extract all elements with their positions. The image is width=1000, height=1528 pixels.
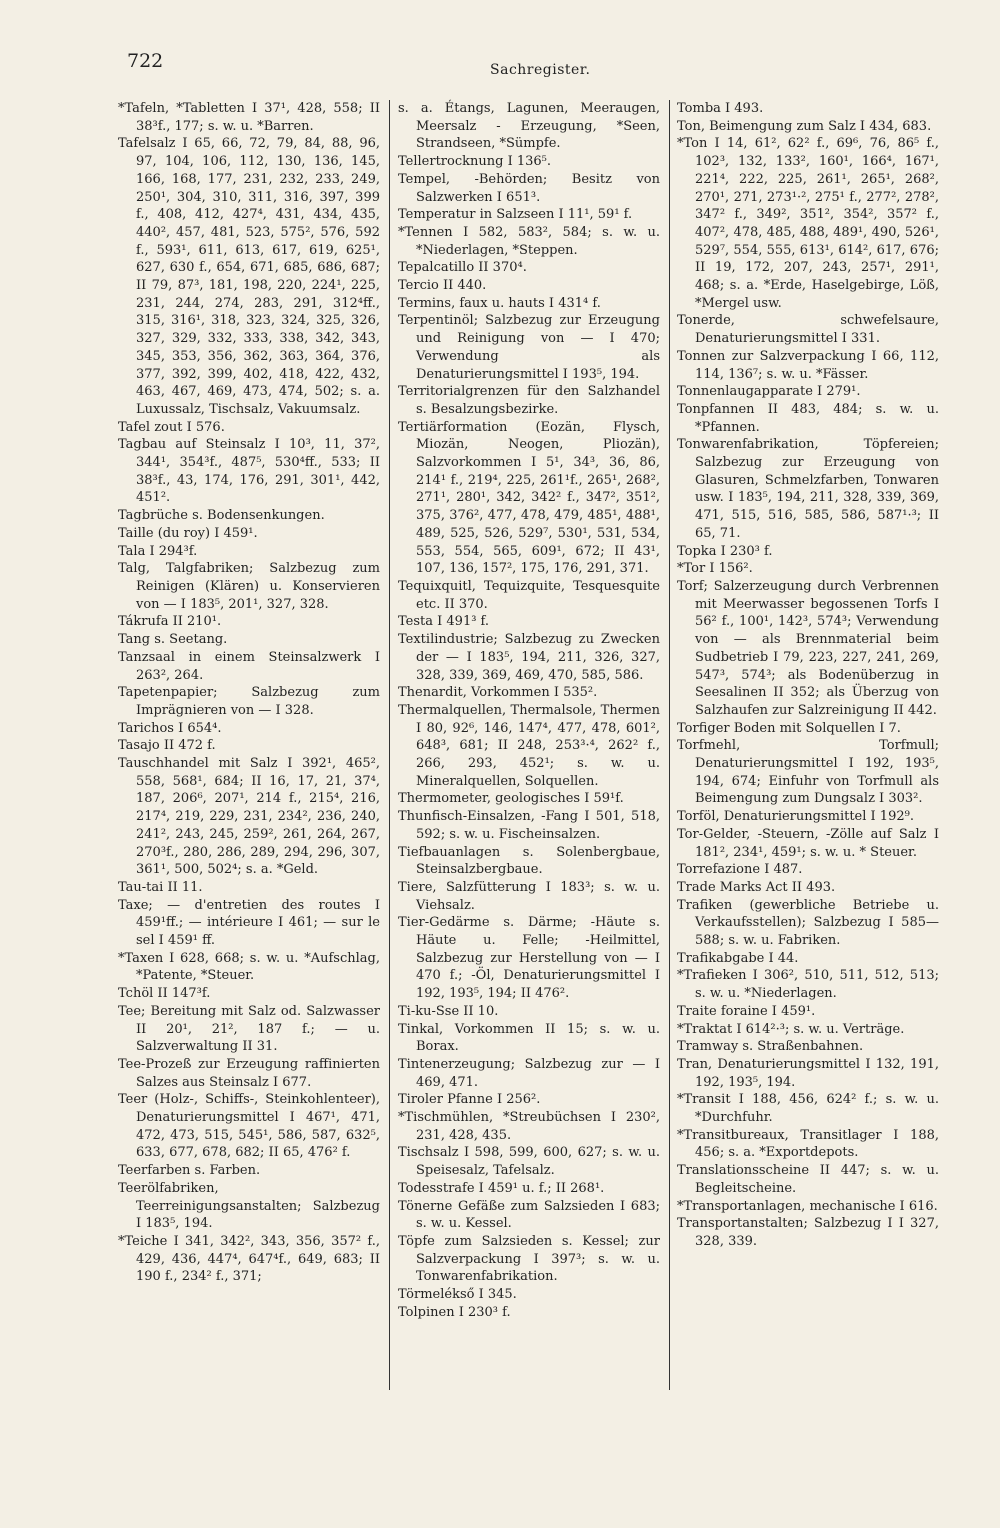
index-entry: Tau-tai II 11. <box>118 879 203 895</box>
index-entry: Tasajo II 472 f. <box>118 738 216 754</box>
index-entry: *Tischmühlen, *Streubüchsen I 230², 231, 428, 435. <box>398 1110 660 1143</box>
index-entry: Ti-ku-Sse II 10. <box>398 1003 499 1019</box>
index-entry: Thenardit, Vorkommen I 535². <box>398 685 598 701</box>
index-entry: *Transitbureaux, Transitlager I 188, 456; s. a. *Exportdepots. <box>677 1127 939 1161</box>
index-entry: Torföl, Denaturierungsmittel I 192⁹. <box>677 809 914 825</box>
index-entry: Tomba I 493. <box>677 101 764 116</box>
page-number: 722 <box>127 50 164 72</box>
index-entry: Tapetenpapier; Salzbezug zum Imprägnieren von — I 328. <box>118 685 380 718</box>
index-column-2 <box>398 100 660 1322</box>
index-entry: *Traktat I 614²·³; s. w. u. Verträge. <box>677 1021 905 1037</box>
index-entry: *Tor I 156². <box>677 561 753 577</box>
index-entry: Trafikabgabe I 44. <box>677 950 799 966</box>
index-entry: Tönerne Gefäße zum Salzsieden I 683; s. w. u. Kessel. <box>398 1198 660 1232</box>
index-entry: Terpentinöl; Salzbezug zur Erzeugung und Reinigung von — I 470; Verwendung als Denaturierungsmittel I 193⁵, 194. <box>398 313 660 382</box>
index-entry: Tafelsalz I 65, 66, 72, 79, 84, 88, 96, 97, 104, 106, 112, 130, 136, 145, 166, 168, 177, 231, 232, 233, 249, 250¹, 304, 310, 311, 316, 397, 399 f., 408, 412, 427⁴, 431, 434, 435, 440², 457, 481, 523, 575², 576, 592 f., 593¹, 611, 613, 617, 619, 625¹, 627, 630 f., 654, 671, 685, 686, 687; II 79, 87³, 181, 198, 220, 224¹, 225, 231, 244, 274, 283, 291, 312⁴ff., 315, 316¹, 318, 323, 324, 325, 326, 327, 329, 332, 333, 338, 342, 343, 345, 353, 356, 362, 363, 364, 376, 377, 392, 399, 402, 418, 422, 432, 463, 467, 469, 473, 474, 502; s. a. Luxussalz, Tischsalz, Vakuumsalz. <box>118 136 380 417</box>
index-entry: *Trafieken I 306², 510, 511, 512, 513; s. w. u. *Niederlagen. <box>677 968 939 1002</box>
index-entry: Tellertrocknung I 136⁵. <box>398 154 551 170</box>
index-entry: *Tafeln, *Tabletten I 37¹, 428, 558; II 38³f., 177; s. w. u. *Barren. <box>118 101 380 134</box>
index-entry: s. a. Étangs, Lagunen, Meeraugen, Meersalz - Erzeugung, *Seen, Strandseen, *Sümpfe. <box>398 101 660 152</box>
index-entry: Tiere, Salzfütterung I 183³; s. w. u. Viehsalz. <box>398 879 660 913</box>
index-entry: Tonerde, schwefelsaure, Denaturierungsmittel I 331. <box>677 313 939 347</box>
index-entry: Torf; Salzerzeugung durch Verbrennen mit Meerwasser begossenen Torfs I 56² f., 100¹, 142³, 574³; Verwendung von — als Brennmaterial beim Sudbetrieb I 79, 223, 227, 241, 269, 547³, 574³; als Bodenüberzug in Seesalinen II 352; als Überzug von Salzhaufen zur Salzreinigung II 442. <box>677 578 939 718</box>
index-entry: Tee-Prozeß zur Erzeugung raffinierten Salzes aus Steinsalz I 677. <box>118 1056 380 1090</box>
index-entry: Territorialgrenzen für den Salzhandel s. Besalzungsbezirke. <box>398 384 660 417</box>
column-divider <box>669 100 670 1390</box>
index-entry: Tiefbauanlagen s. Solenbergbaue, Steinsalzbergbaue. <box>398 844 660 878</box>
index-entry: Tagbrüche s. Bodensenkungen. <box>118 508 325 524</box>
index-entry: *Tennen I 582, 583², 584; s. w. u. *Niederlagen, *Steppen. <box>398 224 660 258</box>
index-entry: Termins, faux u. hauts I 431⁴ f. <box>398 295 601 311</box>
index-entry: *Transportanlagen, mechanische I 616. <box>677 1198 938 1214</box>
index-entry: Tagbau auf Steinsalz I 10³, 11, 37², 344¹, 354³f., 487⁵, 530⁴ff., 533; II 38³f., 43, 174, 176, 291, 301¹, 442, 451². <box>118 437 380 506</box>
index-column-3 <box>677 100 939 1251</box>
index-entry: Tala I 294³f. <box>118 543 198 559</box>
index-entry: Törmelékső I 345. <box>398 1287 517 1303</box>
index-entry: *Transit I 188, 456, 624² f.; s. w. u. *Durchfuhr. <box>677 1092 939 1126</box>
index-entry: Tonpfannen II 483, 484; s. w. u. *Pfannen. <box>677 401 939 435</box>
index-entry: Tonnenlaugapparate I 279¹. <box>677 384 861 400</box>
index-entry: Tinkal, Vorkommen II 15; s. w. u. Borax. <box>398 1021 660 1055</box>
index-entry: *Taxen I 628, 668; s. w. u. *Aufschlag, *Patente, *Steuer. <box>118 950 380 984</box>
index-entry: Thunfisch-Einsalzen, -Fang I 501, 518, 592; s. w. u. Fischeinsalzen. <box>398 809 660 842</box>
index-entry: Tákrufa II 210¹. <box>118 614 222 630</box>
index-entry: Tauschhandel mit Salz I 392¹, 465², 558, 568¹, 684; II 16, 17, 21, 37⁴, 187, 206⁶, 207¹, 214 f., 215⁴, 216, 217⁴, 219, 229, 231, 234², 236, 240, 241², 243, 245, 259², 261, 264, 267, 270³f., 280, 286, 289, 294, 296, 307, 361¹, 500, 502⁴; s. a. *Geld. <box>118 756 380 878</box>
index-entry: Torrefazione I 487. <box>677 862 803 878</box>
index-entry: Taille (du roy) I 459¹. <box>118 525 258 541</box>
index-entry: *Teiche I 341, 342², 343, 356, 357² f., 429, 436, 447⁴, 647⁴f., 649, 683; II 190 f., 234² f., 371; <box>118 1234 380 1285</box>
index-entry: Talg, Talgfabriken; Salzbezug zum Reinigen (Klären) u. Konservieren von — I 183⁵, 201¹, 327, 328. <box>118 561 380 612</box>
index-entry: Tercio II 440. <box>398 278 487 294</box>
index-entry: Transportanstalten; Salzbezug I I 327, 328, 339. <box>677 1216 939 1249</box>
running-head: Sachregister. <box>490 62 591 78</box>
index-entry: Torfmehl, Torfmull; Denaturierungsmittel I 192, 193⁵, 194, 674; Einfuhr von Torfmull als Beimengung zum Dungsalz I 303². <box>677 738 939 807</box>
index-entry: Teer (Holz-, Schiffs-, Steinkohlenteer), Denaturierungsmittel I 467¹, 471, 472, 473, 515, 545¹, 586, 587, 632⁵, 633, 677, 678, 682; II 65, 476² f. <box>118 1092 380 1161</box>
index-entry: Trafiken (gewerbliche Betriebe u. Verkaufsstellen); Salzbezug I 585—588; s. w. u. Fabriken. <box>677 897 939 949</box>
index-entry: Traite foraine I 459¹. <box>677 1003 816 1019</box>
index-entry: Tier-Gedärme s. Därme; -Häute s. Häute u. Felle; -Heilmittel, Salzbezug zur Herstellung von — I 470 f.; -Öl, Denaturierungsmittel I 192, 193⁵, 194; II 476². <box>398 915 660 1002</box>
index-entry: Tolpinen I 230³ f. <box>398 1304 511 1320</box>
index-entry: Torfiger Boden mit Solquellen I 7. <box>677 720 901 736</box>
index-entry: Ton, Beimengung zum Salz I 434, 683. <box>677 118 932 134</box>
index-entry: Tarichos I 654⁴. <box>118 720 222 736</box>
index-entry: Tequixquitl, Tequizquite, Tesquesquite etc. II 370. <box>398 578 660 612</box>
index-entry: Translationsscheine II 447; s. w. u. Begleitscheine. <box>677 1163 939 1196</box>
index-entry: Trade Marks Act II 493. <box>677 879 836 895</box>
index-entry: Tor-Gelder, -Steuern, -Zölle auf Salz I 181², 234¹, 459¹; s. w. u. * Steuer. <box>677 826 939 860</box>
index-entry: Tang s. Seetang. <box>118 632 228 648</box>
index-entry: Thermometer, geologisches I 59¹f. <box>398 791 624 807</box>
index-entry: Tonwarenfabrikation, Töpfereien; Salzbezug zur Erzeugung von Glasuren, Schmelzfarben, Tonwaren usw. I 183⁵, 194, 211, 328, 339, 369, 471, 515, 516, 585, 586, 587¹·³; II 65, 71. <box>677 437 939 541</box>
index-entry: Tiroler Pfanne I 256². <box>398 1092 541 1108</box>
index-entry: Töpfe zum Salzsieden s. Kessel; zur Salzverpackung I 397³; s. w. u. Tonwarenfabrikation. <box>398 1234 660 1285</box>
index-entry: Tertiärformation (Eozän, Flysch, Miozän, Neogen, Pliozän), Salzvorkommen I 5¹, 34³, 36, 86, 214¹ f., 219⁴, 225, 261¹f., 265¹, 268², 271¹, 280¹, 342, 342² f., 347², 351², 375, 376², 477, 478, 479, 485¹, 488¹, 489, 525, 526, 529⁷, 530¹, 531, 534, 553, 554, 565, 609¹, 672; II 43¹, 107, 136, 157², 175, 176, 291, 371. <box>398 419 660 577</box>
index-entry: Topka I 230³ f. <box>677 543 773 559</box>
index-entry: Tee; Bereitung mit Salz od. Salzwasser II 20¹, 21², 187 f.; — u. Salzverwaltung II 31. <box>118 1003 380 1055</box>
index-entry: Tran, Denaturierungsmittel I 132, 191, 192, 193⁵, 194. <box>677 1056 939 1090</box>
index-entry: Tepalcatillo II 370⁴. <box>398 260 527 276</box>
index-entry: Tintenerzeugung; Salzbezug zur — I 469, 471. <box>398 1056 660 1090</box>
index-entry: Tempel, -Behörden; Besitz von Salzwerken I 651³. <box>398 171 660 205</box>
index-entry: Todesstrafe I 459¹ u. f.; II 268¹. <box>398 1180 605 1196</box>
index-entry: Temperatur in Salzseen I 11¹, 59¹ f. <box>398 207 633 223</box>
index-entry: *Ton I 14, 61², 62² f., 69⁶, 76, 86⁵ f., 102³, 132, 133², 160¹, 166⁴, 167¹, 221⁴, 222, 225, 261¹, 265¹, 268², 270¹, 271, 273¹·², 275¹ f., 277², 278², 347² f., 349², 351², 354², 357² f., 407², 478, 485, 488, 489¹, 490, 526¹, 529⁷, 554, 555, 613¹, 614², 617, 676; II 19, 172, 207, 243, 257¹, 291¹, 468; s. a. *Erde, Haselgebirge, Löß, *Mergel usw. <box>677 136 939 311</box>
index-entry: Teerölfabriken, Teerreinigungsanstalten; Salzbezug I 183⁵, 194. <box>118 1180 380 1232</box>
index-entry: Textilindustrie; Salzbezug zu Zwecken der — I 183⁵, 194, 211, 326, 327, 328, 339, 369, 469, 470, 585, 586. <box>398 632 660 683</box>
index-entry: Teerfarben s. Farben. <box>118 1163 261 1179</box>
index-entry: Thermalquellen, Thermalsole, Thermen I 80, 92⁶, 146, 147⁴, 477, 478, 601², 648³, 681; II 248, 253³·⁴, 262² f., 266, 293, 452¹; s. w. u. Mineralquellen, Solquellen. <box>398 702 660 789</box>
index-entry: Tramway s. Straßenbahnen. <box>677 1039 864 1055</box>
index-entry: Testa I 491³ f. <box>398 614 490 630</box>
index-entry: Tanzsaal in einem Steinsalzwerk I 263², 264. <box>118 649 380 683</box>
index-entry: Tchöl II 147³f. <box>118 986 211 1002</box>
index-entry: Tafel zout I 576. <box>118 419 225 435</box>
index-entry: Tischsalz I 598, 599, 600, 627; s. w. u. Speisesalz, Tafelsalz. <box>398 1145 660 1179</box>
index-entry: Taxe; — d'entretien des routes I 459¹ff.; — intérieure I 461; — sur le sel I 459¹ ff. <box>118 897 380 949</box>
column-divider <box>389 100 390 1390</box>
index-entry: Tonnen zur Salzverpackung I 66, 112, 114, 136⁷; s. w. u. *Fässer. <box>677 348 939 382</box>
index-column-1 <box>118 100 380 1286</box>
